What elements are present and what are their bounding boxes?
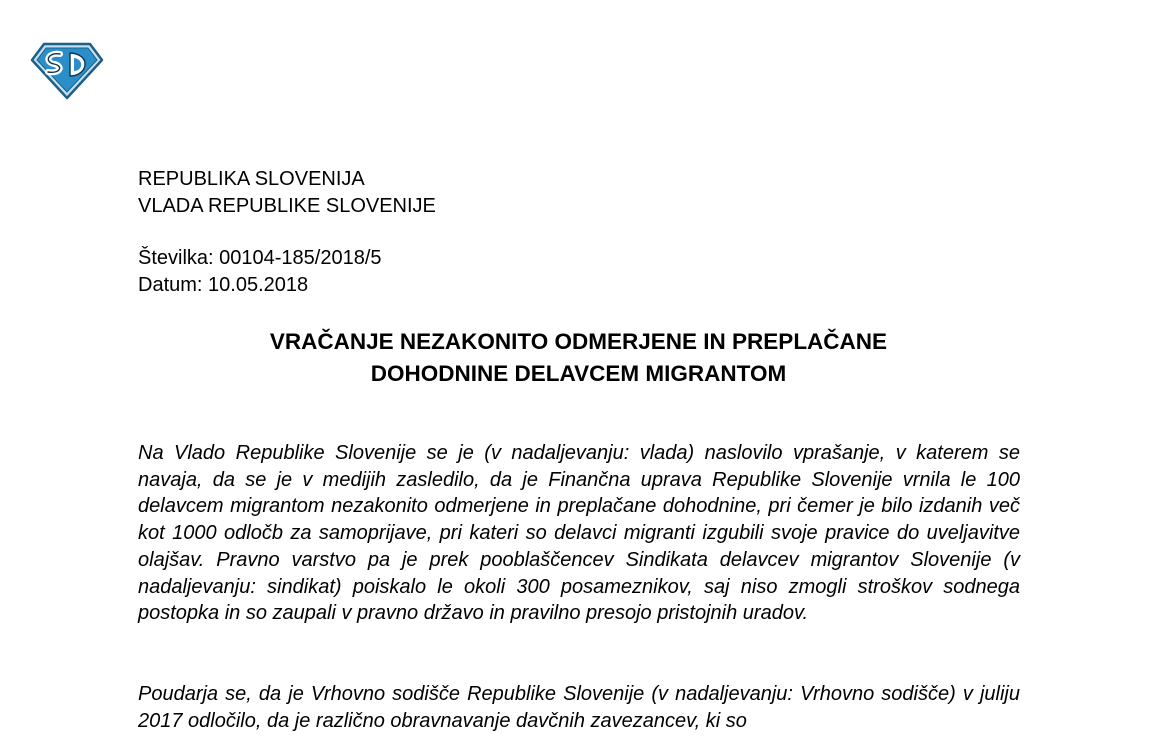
republic-name: REPUBLIKA SLOVENIJA: [138, 168, 365, 190]
document-number: Številka: 00104-185/2018/5: [138, 247, 382, 269]
document-title: [120, 326, 1037, 390]
title-line-1: VRAČANJE NEZAKONITO ODMERJENE IN PREPLAČANE: [269, 329, 888, 354]
body-paragraph-2: Poudarja se, da je Vrhovno sodišče Republike Slovenije (v nadaljevanju: Vrhovno sodišče) v juliju 2017 odločilo, da je različno obravnavanje davčnih zavezancev, ki so: [138, 683, 1020, 732]
government-name: VLADA REPUBLIKE SLOVENIJE: [138, 195, 436, 217]
sd-logo-icon: [30, 40, 104, 100]
document-date: Datum: 10.05.2018: [138, 274, 309, 296]
title-line-2: DOHODNINE DELAVCEM MIGRANTOM: [370, 361, 787, 386]
body-paragraph-1: Na Vlado Republike Slovenije se je (v nadaljevanju: vlada) naslovilo vprašanje, v katerem se navaja, da se je v medijih zasledilo, da je Finančna uprava Republike Slovenije vrnila le 100 delavcem migrantom nezakonito odmerjene in preplačane dohodnine, pri čemer je bilo izdanih več kot 1000 odločb za samoprijave, pri kateri so delavci migranti izgubili svoje pravice do uveljavitve olajšav. Pravno varstvo pa je prek pooblaščencev Sindikata delavcev migrantov Slovenije (v nadaljevanju: sindikat) poiskalo le okoli 300 posameznikov, saj niso zmogli stroškov sodnega postopka in so zaupali v pravno državo in pravilno presojo pristojnih uradov.: [138, 442, 1020, 625]
